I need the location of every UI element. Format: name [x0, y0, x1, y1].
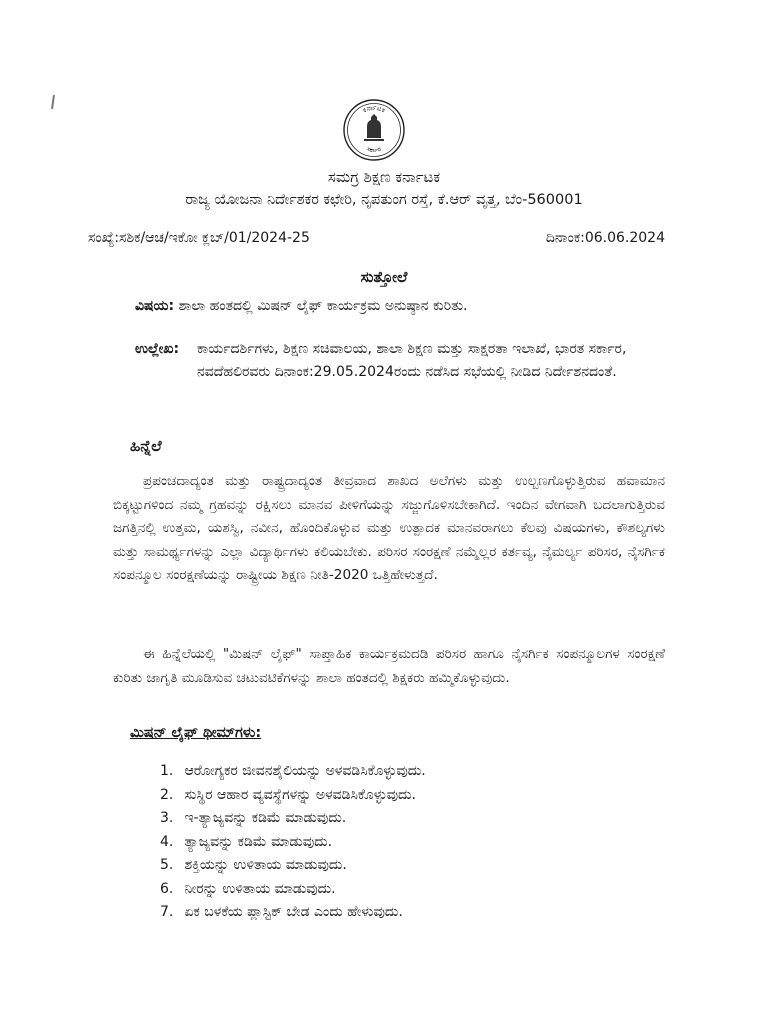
scan-mark	[51, 95, 55, 109]
reference-number: ಸಂಖ್ಯೆ:ಸಶಿಕ/ಆಚ/ಇಕೋ ಕ್ಲಬ್/01/2024-25	[88, 230, 310, 246]
background-paragraph-1: ಪ್ರಪಂಚದಾದ್ಯಂತ ಮತ್ತು ರಾಷ್ಟ್ರದಾದ್ಯಂತ ತೀವ್ರವಾದ ಶಾಖದ ಅಲೆಗಳು ಮತ್ತು ಉಲ್ಬಣಗೊಳ್ಳುತ್ತಿರುವ ಹವಾಮಾನ ಬಿಕ್ಕಟ್ಟುಗಳಿಂದ ನಮ್ಮ ಗ್ರಹವನ್ನು ರಕ್ಷಿಸಲು ಮಾನವ ಪೀಳಿಗೆಯನ್ನು ಸಜ್ಜುಗೊಳಿಸಬೇಕಾಗಿದೆ. ಇಂದಿನ ವೇಗವಾಗಿ ಬದಲಾಗುತ್ತಿರುವ ಜಗತ್ತಿನಲ್ಲಿ ಉತ್ತಮ, ಯಶಸ್ವಿ, ನವೀನ, ಹೊಂದಿಕೊಳ್ಳುವ ಮತ್ತು ಉತ್ಪಾದಕ ಮಾನವರಾಗಲು ಕೆಲವು ವಿಷಯಗಳು, ಕೌಶಲ್ಯಗಳು ಮತ್ತು ಸಾಮರ್ಥ್ಯಗಳನ್ನು ಎಲ್ಲಾ ವಿದ್ಯಾರ್ಥಿಗಳು ಕಲಿಯಬೇಕು. ಪರಿಸರ ಸಂರಕ್ಷಣೆ ನಮ್ಮೆಲ್ಲರ ಕರ್ತವ್ಯ, ನೈಮರ್ಲ್ಯ ಪರಿಸರ, ನೈಸರ್ಗಿಕ ಸಂಪನ್ಮೂಲ ಸಂರಕ್ಷಣೆಯನ್ನು ರಾಷ್ಟ್ರೀಯ ಶಿಕ್ಷಣ ನೀತಿ-2020 ಒತ್ತಿಹೇಳುತ್ತದೆ.	[113, 473, 665, 583]
reference-label: ಉಲ್ಲೇಖ:	[135, 341, 180, 357]
background-heading: ಹಿನ್ನೆಲೆ	[130, 437, 162, 455]
reference-block	[135, 338, 675, 384]
subject-text: ಶಾಲಾ ಹಂತದಲ್ಲಿ ಮಿಷನ್ ಲೈಫ್ ಕಾರ್ಯಕ್ರಮ ಅನುಷ್ಠಾನ ಕುರಿತು.	[174, 298, 468, 314]
org-address: ರಾಜ್ಯ ಯೋಜನಾ ನಿರ್ದೇಶಕರ ಕಛೇರಿ, ನೃಪತುಂಗ ರಸ್ತೆ, ಕೆ.ಆರ್ ವೃತ್ತ, ಬೆಂ-560001	[185, 192, 583, 208]
background-paragraph-2: ಈ ಹಿನ್ನೆಲೆಯಲ್ಲಿ "ಮಿಷನ್ ಲೈಫ್" ಸಾಪ್ತಾಹಿಕ ಕಾರ್ಯಕ್ರಮದಡಿ ಪರಿಸರ ಹಾಗೂ ನೈಸರ್ಗಿಕ ಸಂಪನ್ಮೂಲಗಳ ಸಂರಕ್ಷಣೆ ಕುರಿತು ಜಾಗೃತಿ ಮೂಡಿಸುವ ಚಟುವಟಿಕೆಗಳನ್ನು ಶಾಲಾ ಹಂತದಲ್ಲಿ ಶಿಕ್ಷಕರು ಹಮ್ಮಿಕೊಳ್ಳುವುದು.	[113, 646, 665, 686]
themes-list	[160, 760, 426, 925]
list-item: 4. ತ್ಯಾಜ್ಯವನ್ನು ಕಡಿಮೆ ಮಾಡುವುದು.	[160, 833, 333, 850]
org-name: ಸಮಗ್ರ ಶಿಕ್ಷಣ ಕರ್ನಾಟಕ	[327, 168, 441, 186]
subject-line	[135, 298, 467, 314]
themes-heading: ಮಿಷನ್ ಲೈಫ್ ಥೀಮ್‌ಗಳು:	[130, 725, 262, 741]
list-item: 2. ಸುಸ್ಥಿರ ಆಹಾರ ವ್ಯವಸ್ಥೆಗಳನ್ನು ಅಳವಡಿಸಿಕೊಳ್ಳುವುದು.	[160, 786, 417, 803]
circular-date: ದಿನಾಂಕ:06.06.2024	[545, 230, 665, 246]
list-item: 6. ನೀರನ್ನು ಉಳಿತಾಯ ಮಾಡುವುದು.	[160, 880, 336, 897]
circular-title: ಸುತ್ತೋಲೆ	[360, 268, 408, 286]
list-item: 7. ಏಕ ಬಳಕೆಯ ಪ್ಲಾಸ್ಟಿಕ್ ಬೇಡ ಎಂದು ಹೇಳುವುದು.	[160, 904, 403, 920]
reference-text: ಕಾರ್ಯದರ್ಶಿಗಳು, ಶಿಕ್ಷಣ ಸಚಿವಾಲಯ, ಶಾಲಾ ಶಿಕ್ಷಣ ಮತ್ತು ಸಾಕ್ಷರತಾ ಇಲಾಖೆ, ಭಾರತ ಸರ್ಕಾರ, ನವದೆಹಲಿರವರು ದಿನಾಂಕ:29.05.2024ರಂದು ನಡೆಸಿದ ಸಭೆಯಲ್ಲಿ ನೀಡಿದ ನಿರ್ದೇಶನದಂತೆ.	[197, 341, 627, 380]
list-item: 5. ಶಕ್ತಿಯನ್ನು ಉಳಿತಾಯ ಮಾಡುವುದು.	[160, 857, 347, 873]
svg-text:ಸರ್ಕಾರ	[366, 145, 383, 154]
emblem-top-text: ಕರ್ನಾಟಕ	[361, 103, 387, 115]
subject-label: ವಿಷಯ:	[135, 298, 175, 314]
emblem-bottom-text: ಸರ್ಕಾರ	[365, 144, 383, 154]
government-emblem-icon	[342, 98, 406, 162]
list-item: 1. ಆರೋಗ್ಯಕರ ಜೀವನಶೈಲಿಯನ್ನು ಅಳವಡಿಸಿಕೊಳ್ಳುವುದು.	[160, 763, 426, 779]
list-item: 3. ಇ-ತ್ಯಾಜ್ಯವನ್ನು ಕಡಿಮೆ ಮಾಡುವುದು.	[160, 810, 347, 826]
